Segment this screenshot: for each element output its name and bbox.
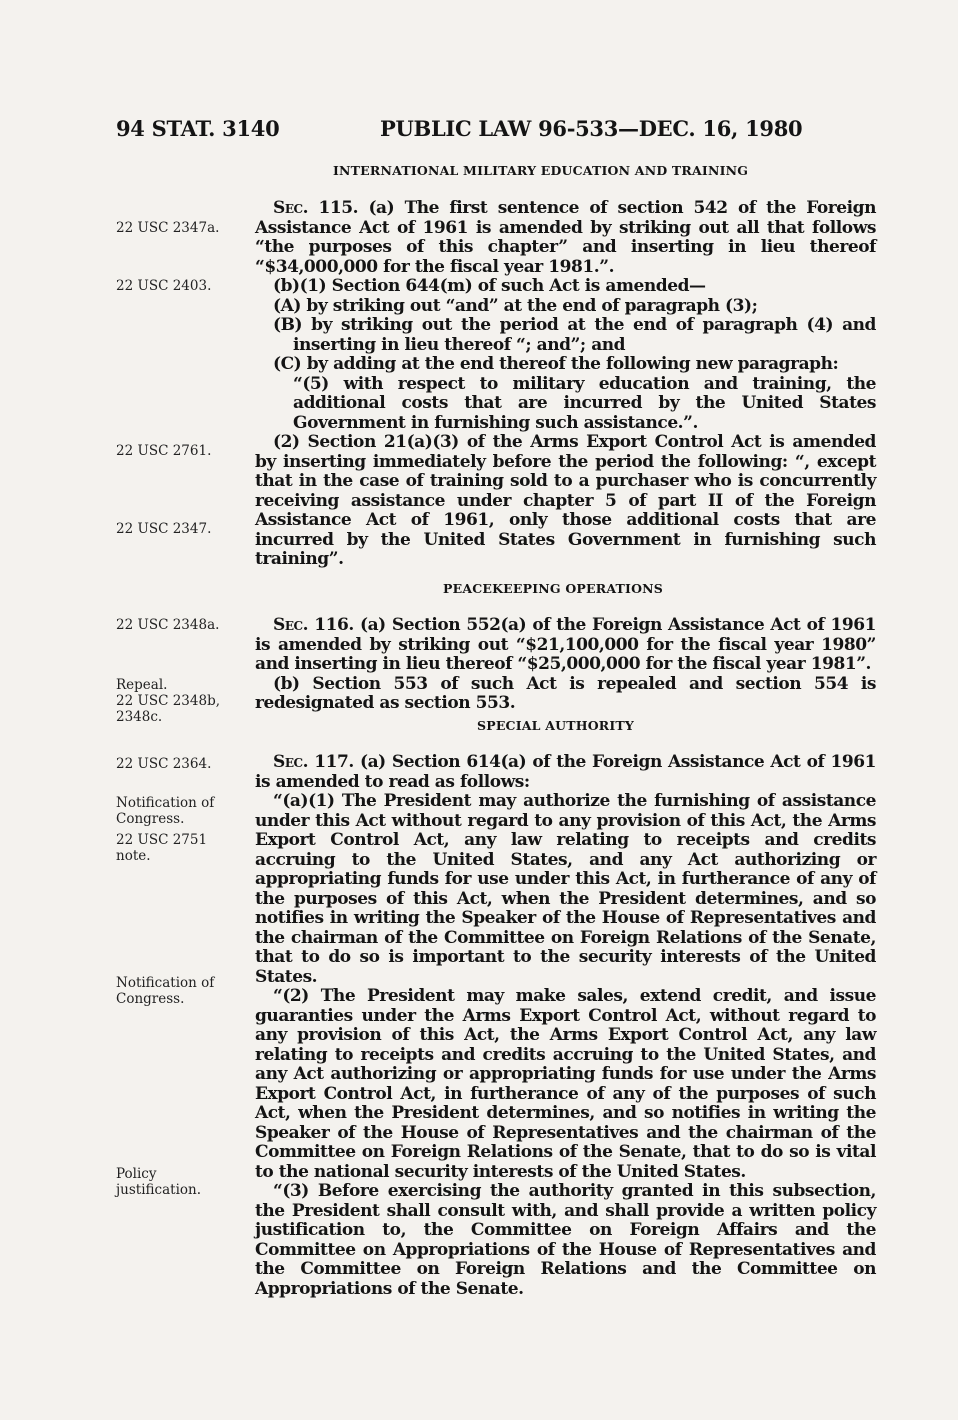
sec-115-bA: (A) by striking out “and” at the end of paragraph (3);: [273, 295, 758, 316]
margin-note-2348a: 22 USC 2348a.: [116, 617, 220, 633]
sec-115-a: [255, 199, 876, 277]
margin-note-repeal: [116, 677, 246, 725]
sec-115-bC5: “(5) with respect to military education and training, the additional costs that are incurred by the United States Government in furnishing such assistance.”.: [293, 373, 876, 433]
margin-note-2751: [116, 832, 246, 864]
section-117: [255, 753, 876, 1299]
margin-note-notification-1: [116, 795, 246, 827]
margin-note-policy: [116, 1166, 246, 1198]
section-heading-imet: INTERNATIONAL MILITARY EDUCATION AND TRAINING: [333, 163, 749, 178]
sec-label: Sec.: [273, 752, 309, 772]
margin-note-2364: 22 USC 2364.: [116, 756, 212, 772]
sec-label: Sec.: [273, 198, 309, 218]
sec-117-a2: “(2) The President may make sales, extend credit, and issue guaranties under the Arms Export Control Act, without regard to any provision of this Act, the Arms Export Control Act, any law relating to receipts and credits accruing to the United States, and any Act authorizing or appropriating funds for use under the Arms Export Control Act, in furtherance of any of the purposes of such Act, when the President determines, and so notifies in writing the Speaker of the House of Representatives and the chairman of the Committee on Foreign Relations of the Senate, that to do so is vital to the national security interests of the United States.: [255, 986, 876, 1182]
sec-115-bB: (B) by striking out the period at the end of paragraph (4) and inserting in lieu thereof “; and”; and: [273, 315, 876, 355]
section-heading-peacekeeping: PEACEKEEPING OPERATIONS: [443, 581, 664, 596]
margin-note-text: Notification of: [116, 975, 215, 991]
sec-115-bC: (C) by adding at the end thereof the following new paragraph:: [273, 354, 839, 374]
sec-label: Sec.: [273, 615, 309, 635]
sec-115-b2: (2) Section 21(a)(3) of the Arms Export Control Act is amended by inserting immediately before the period the following: “, except that in the case of training sold to a purchaser who is concurrently receiving assistance under chapter 5 of part II of the Foreign Assistance Act of 1961, only those additional costs that are incurred by the United States Government in furnishing such training”.: [255, 432, 876, 569]
margin-note-2347a: 22 USC 2347a.: [116, 220, 220, 236]
margin-note-text: justification.: [116, 1182, 202, 1198]
margin-note-text: note.: [116, 848, 151, 864]
sec-116-a-text: 116. (a) Section 552(a) of the Foreign Assistance Act of 1961 is amended by striking out “$21,100,000 for the fiscal year 1980” and inserting in lieu thereof “$25,000,000 for the fiscal year 1981”.: [255, 615, 876, 674]
margin-note-text: Congress.: [116, 991, 185, 1007]
margin-note-text: Policy: [116, 1166, 157, 1182]
sec-116-a: [255, 616, 876, 675]
margin-note-2347: 22 USC 2347.: [116, 521, 212, 537]
margin-note-text: 22 USC 2751: [116, 832, 208, 848]
margin-note-2348c: 2348c.: [116, 709, 163, 725]
sec-117-a-text: 117. (a) Section 614(a) of the Foreign Assistance Act of 1961 is amended to read as follows:: [255, 752, 876, 792]
sec-117-a: [255, 753, 876, 792]
margin-note-2761: 22 USC 2761.: [116, 443, 212, 459]
statute-page-number: 94 STAT. 3140: [116, 116, 280, 141]
section-heading-special-authority: SPECIAL AUTHORITY: [477, 718, 635, 733]
margin-note-text: Congress.: [116, 811, 185, 827]
sec-117-a3: “(3) Before exercising the authority granted in this subsection, the President shall consult with, and shall provide a written policy justification to, the Committee on Foreign Affairs and the Committee on Appropriations of the House of Representatives and the Committee on Foreign Relations and the Committee on Appropriations of the Senate.: [255, 1181, 876, 1299]
law-title-date: PUBLIC LAW 96-533—DEC. 16, 1980: [380, 116, 803, 141]
margin-note-2348b: 22 USC 2348b,: [116, 693, 221, 709]
section-115: [255, 199, 876, 570]
section-116: [255, 616, 876, 714]
margin-note-2403: 22 USC 2403.: [116, 278, 212, 294]
margin-note-notification-2: [116, 975, 246, 1007]
page-header: [116, 116, 876, 144]
margin-note-repeal-label: Repeal.: [116, 677, 168, 693]
sec-117-a1: “(a)(1) The President may authorize the furnishing of assistance under this Act without regard to any provision of this Act, the Arms Export Control Act, any law relating to receipts and credits accruing to the United States, and any Act authorizing or appropriating funds for use under this Act, in furtherance of any of the purposes of this Act, when the President determines, and so notifies in writing the Speaker of the House of Representatives and the chairman of the Committee on Foreign Relations of the Senate, that to do so is important to the security interests of the United States.: [255, 791, 876, 987]
sec-115-a-text: 115. (a) The first sentence of section 542 of the Foreign Assistance Act of 1961 is amended by striking out all that follows “the purposes of this chapter” and inserting in lieu thereof “$34,000,000 for the fiscal year 1981.”.: [255, 198, 876, 277]
sec-116-b: (b) Section 553 of such Act is repealed and section 554 is redesignated as section 553.: [255, 673, 876, 713]
margin-note-text: Notification of: [116, 795, 215, 811]
sec-115-b1: (b)(1) Section 644(m) of such Act is amended—: [273, 276, 706, 296]
